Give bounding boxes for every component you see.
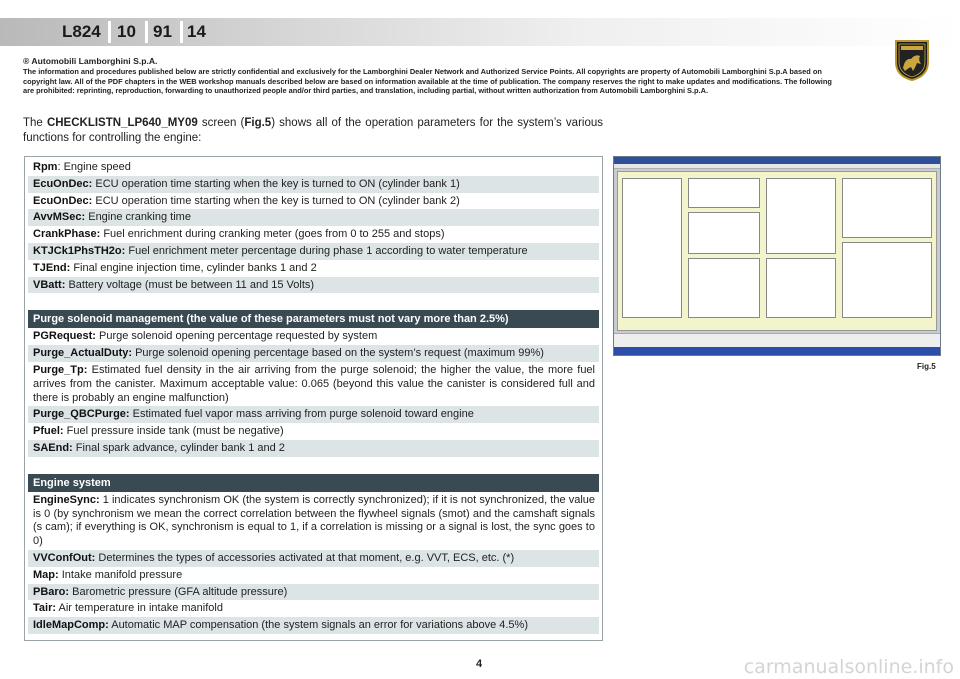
- parameter-name: Pfuel:: [33, 425, 64, 438]
- doc-code-subgroup: 91: [153, 22, 172, 41]
- header-separator: [108, 21, 111, 43]
- parameter-row: [28, 492, 599, 550]
- parameter-description: Barometric pressure (GFA altitude pressure): [69, 585, 288, 598]
- parameter-row: [28, 159, 599, 176]
- spacer: [28, 457, 599, 474]
- parameter-name: Purge_QBCPurge:: [33, 408, 130, 421]
- screenshot-block: [688, 258, 760, 318]
- copyright-title: ® Automobili Lamborghini S.p.A.: [23, 56, 158, 66]
- parameter-description: Engine cranking time: [85, 211, 191, 224]
- parameter-description: Air temperature in intake manifold: [56, 602, 223, 615]
- parameter-row: [28, 260, 599, 277]
- parameter-row: [28, 243, 599, 260]
- parameter-name: PBaro:: [33, 585, 70, 598]
- screenshot-block: [688, 212, 760, 254]
- figure-reference: Fig.5: [244, 117, 272, 129]
- section-header-engine: Engine system: [28, 474, 599, 492]
- intro-text: The: [23, 117, 47, 129]
- parameter-row: [28, 226, 599, 243]
- parameter-description: Estimated fuel density in the air arriving from the purge solenoid; the higher the value, the more fuel arrives from the canister. Maximum acceptable value: 0.065 (beyond this value the canister is considered full and there is probably an engine malfunction): [33, 363, 595, 404]
- diagnostic-screenshot: [613, 156, 941, 356]
- parameter-name: Rpm: [33, 161, 58, 173]
- parameter-name: IdleMapComp:: [33, 619, 109, 632]
- screenshot-block: [766, 258, 836, 318]
- parameter-description: Engine speed: [60, 161, 131, 173]
- lamborghini-logo-icon: [893, 38, 931, 82]
- parameter-colon: :: [57, 161, 61, 173]
- header-bar: [0, 18, 960, 46]
- parameter-row: [28, 209, 599, 226]
- doc-code-group: 10: [117, 22, 136, 41]
- intro-text: screen (: [197, 117, 245, 129]
- parameter-row: [28, 176, 599, 193]
- screenshot-menubar: [614, 164, 940, 169]
- figure-label: Fig.5: [917, 362, 936, 371]
- parameter-name: TJEnd:: [33, 261, 71, 274]
- parameter-row: [28, 567, 599, 584]
- intro-paragraph: [23, 116, 603, 146]
- screenshot-titlebar: [614, 157, 940, 164]
- parameter-row: [28, 362, 599, 406]
- screenshot-block: [842, 178, 932, 238]
- screenshot-block: [842, 242, 932, 318]
- screenshot-block: [766, 178, 836, 254]
- parameter-description: Battery voltage (must be between 11 and 15 Volts): [65, 278, 315, 291]
- copyright-notice: [23, 56, 833, 96]
- parameter-name: Purge_ActualDuty:: [33, 347, 133, 360]
- parameter-name: EcuOnDec:: [33, 177, 93, 190]
- intro-text: ) shows all of the operation parameters for the system’s various functions for controlling the engine:: [23, 117, 603, 144]
- screen-name: CHECKLISTN_LP640_MY09: [46, 117, 198, 129]
- parameter-row: [28, 193, 599, 210]
- parameter-name: VVConfOut:: [33, 551, 96, 564]
- parameter-description: Determines the types of accessories activated at that moment, e.g. VVT, ECS, etc. (*): [95, 551, 515, 564]
- parameter-name: CrankPhase:: [33, 228, 101, 241]
- parameter-description: Fuel pressure inside tank (must be negative): [63, 425, 284, 438]
- parameter-row: [28, 406, 599, 423]
- screenshot-block: [622, 178, 682, 318]
- parameter-name: EcuOnDec:: [33, 194, 93, 207]
- parameter-name: EngineSync:: [33, 493, 100, 506]
- parameter-description: Final spark advance, cylinder bank 1 and 2: [72, 441, 285, 454]
- parameter-row: [28, 440, 599, 457]
- parameter-row: [28, 550, 599, 567]
- parameter-description: Fuel enrichment during cranking meter (goes from 0 to 255 and stops): [100, 228, 445, 241]
- page-number: 4: [476, 658, 483, 670]
- parameter-description: ECU operation time starting when the key is turned to ON (cylinder bank 2): [92, 194, 460, 207]
- header-separator: [145, 21, 148, 43]
- parameter-description: Automatic MAP compensation (the system signals an error for variations above 4.5%): [108, 619, 528, 632]
- parameter-row: [28, 277, 599, 294]
- parameter-description: Intake manifold pressure: [58, 568, 183, 581]
- parameter-name: VBatt:: [33, 278, 66, 291]
- parameter-row: [28, 423, 599, 440]
- parameter-description: Purge solenoid opening percentage based on the system’s request (maximum 99%): [132, 347, 544, 360]
- parameter-name: Purge_Tp:: [33, 363, 88, 376]
- doc-code-model: L824: [62, 22, 101, 41]
- parameter-name: Tair:: [33, 602, 57, 615]
- copyright-text: The information and procedures published below are strictly confidential and exclusively for the Lamborghini Dealer Network and Authorized Service Points. All copyrights are property of Automobili Lamborghini S.p.A based on copyright law. All of the PDF chapters in the WEB workshop manuals described below are based on information available at the time of publication. The company reserves the right to make updates and modifications. The following are prohibited: reprinting, reproduction, forwarding to unauthorized people and/or third parties, and translation, including partial, without written authorization from Automobili Lamborghini S.p.A.: [23, 67, 832, 96]
- parameter-name: PGRequest:: [33, 330, 96, 343]
- parameter-description: Final engine injection time, cylinder banks 1 and 2: [70, 261, 317, 274]
- parameter-description: Estimated fuel vapor mass arriving from purge solenoid toward engine: [129, 408, 474, 421]
- parameter-row: [28, 345, 599, 362]
- parameter-name: KTJCk1PhsTH2o:: [33, 244, 126, 257]
- parameter-table: [24, 156, 603, 641]
- screenshot-panel: [617, 171, 937, 331]
- parameter-name: SAEnd:: [33, 441, 73, 454]
- parameter-description: 1 indicates synchronism OK (the system is correctly synchronized); if it is not synchronized, the value is 0 (by synchronism we mean the correct correlation between the flywheel signals (smot) and the camshaft signals (s cam); if everything is OK, synchronism is equal to 1, if a correlation is missing or a signal is lost, the sync goes to 0): [33, 493, 595, 548]
- parameter-name: Map:: [33, 568, 59, 581]
- spacer: [28, 293, 599, 310]
- header-separator: [180, 21, 183, 43]
- doc-code-section: 14: [187, 22, 206, 41]
- parameter-row: [28, 617, 599, 634]
- parameter-name: AvvMSec:: [33, 211, 86, 224]
- parameter-description: Purge solenoid opening percentage requested by system: [95, 330, 378, 343]
- parameter-row: [28, 328, 599, 345]
- screenshot-status-bar: [614, 333, 941, 347]
- screenshot-taskbar: [614, 347, 941, 355]
- parameter-description: Fuel enrichment meter percentage during phase 1 according to water temperature: [125, 244, 528, 257]
- parameter-description: ECU operation time starting when the key is turned to ON (cylinder bank 1): [92, 177, 460, 190]
- section-header-purge: Purge solenoid management (the value of these parameters must not vary more than 2.5%): [28, 310, 599, 328]
- parameter-row: [28, 584, 599, 601]
- screenshot-block: [688, 178, 760, 208]
- watermark: carmanualsonline.info: [743, 656, 954, 678]
- parameter-row: [28, 600, 599, 617]
